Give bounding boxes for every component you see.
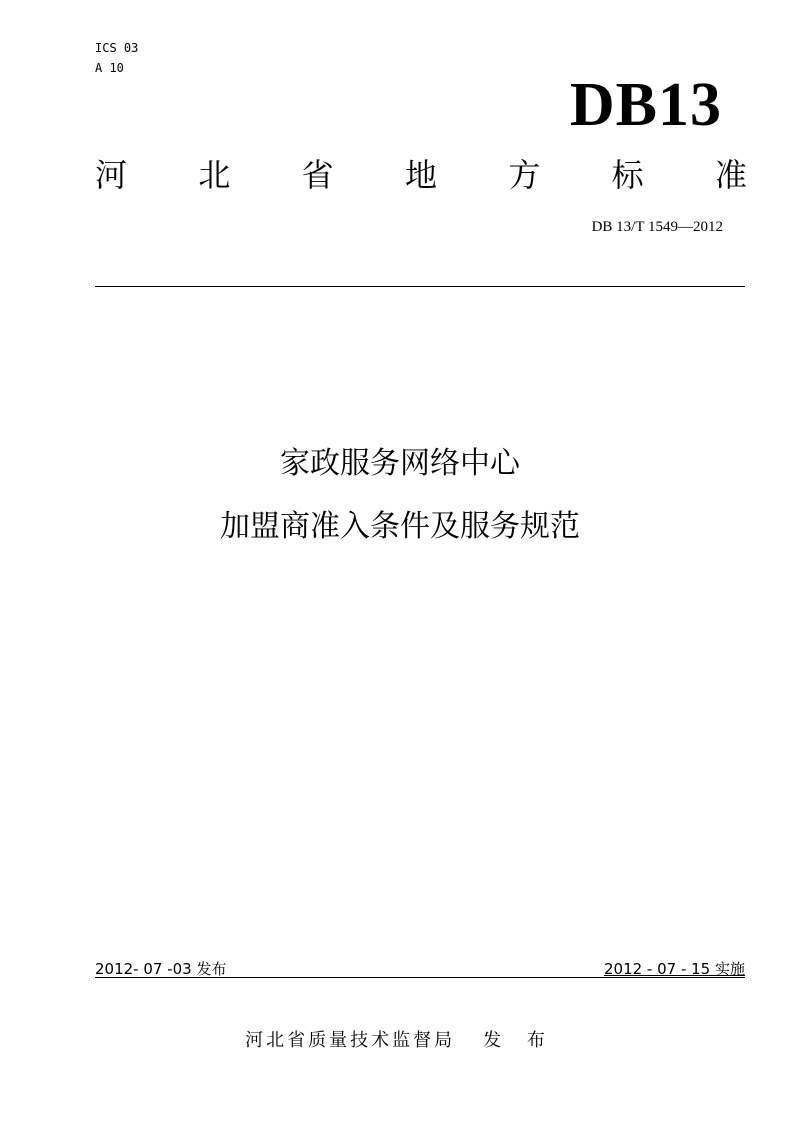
- standard-type-char: 河: [95, 156, 128, 194]
- standard-type-heading: [95, 150, 747, 200]
- standard-number: DB 13/T 1549—2012: [591, 219, 723, 235]
- document-title-line-2: 加盟商准入条件及服务规范: [220, 509, 580, 544]
- classification-code: A 10: [95, 61, 124, 75]
- implementation-date: 2012 - 07 - 15 实施: [603, 960, 745, 978]
- standard-type-char: 地: [404, 156, 437, 194]
- standard-type-char: 省: [301, 156, 334, 194]
- standard-type-char: 标: [611, 156, 644, 194]
- issue-date: 2012- 07 -03 发布: [95, 960, 227, 978]
- standard-type-char: 方: [508, 156, 541, 194]
- publisher-line: [0, 1028, 800, 1054]
- bottom-divider: [95, 977, 745, 978]
- db-logo-code: DB13: [569, 71, 722, 139]
- ics-code: ICS 03: [95, 41, 139, 55]
- standard-type-char: 准: [714, 156, 747, 194]
- document-title-line-1: 家政服务网络中心: [280, 446, 520, 481]
- top-divider: [95, 286, 745, 287]
- publisher-name: 河北省质量技术监督局: [245, 1030, 456, 1051]
- standard-type-char: 北: [198, 156, 231, 194]
- publish-verb: 发 布: [483, 1030, 555, 1051]
